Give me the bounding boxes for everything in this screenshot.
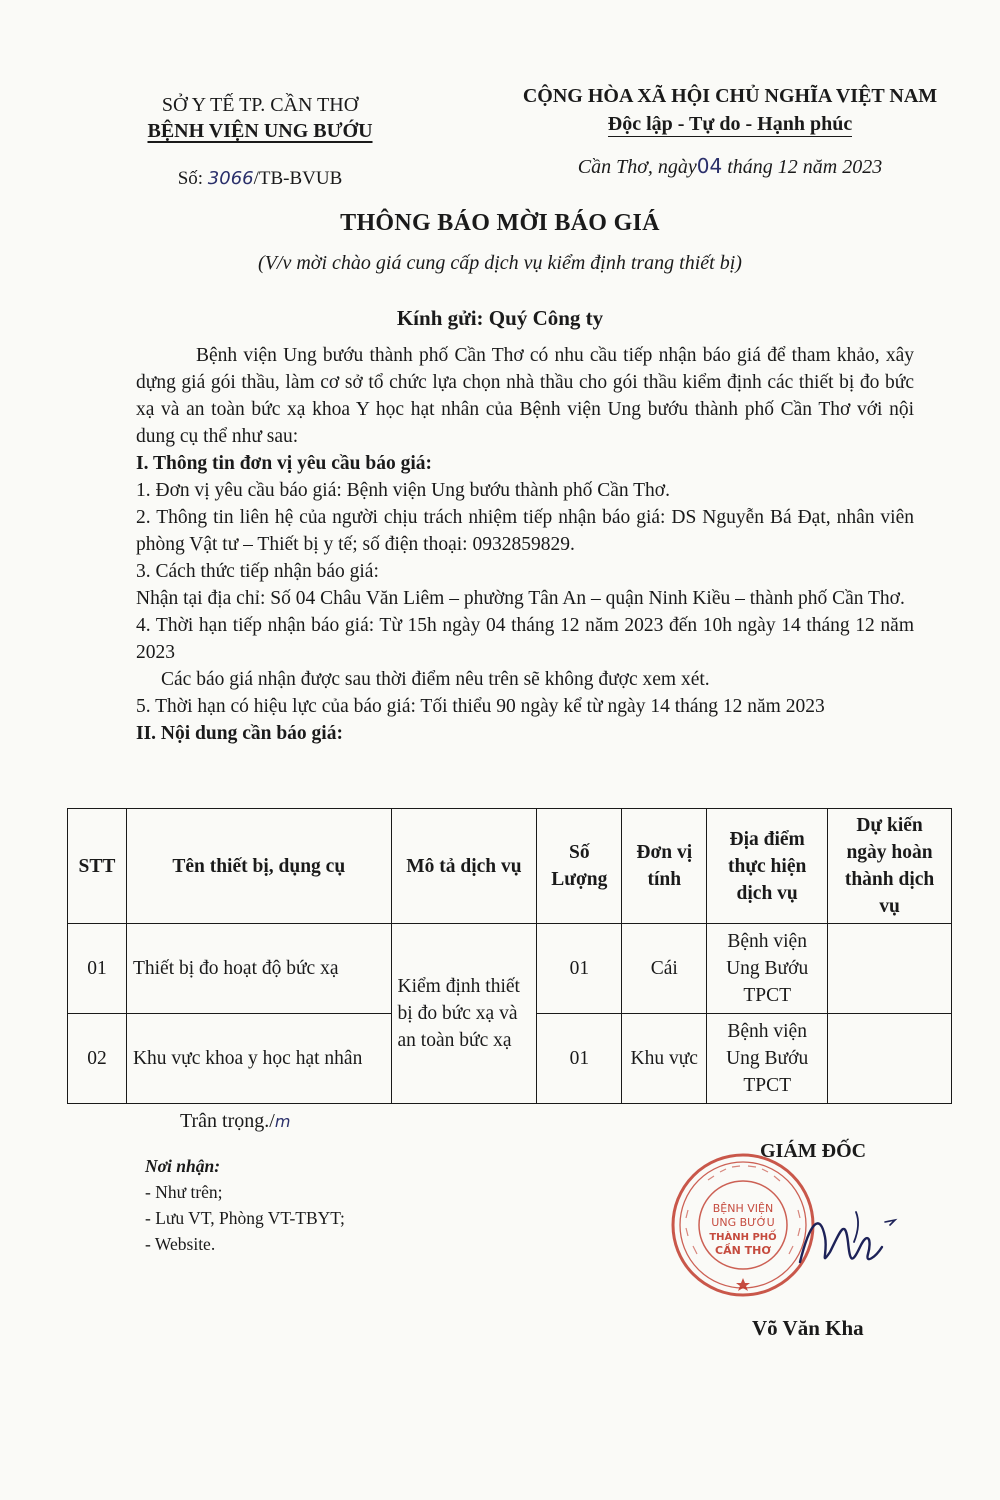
table-row: [68, 924, 952, 1014]
col-stt: STT: [68, 809, 127, 924]
org-name: [110, 118, 410, 144]
section2-heading: II. Nội dung cần báo giá:: [136, 723, 343, 744]
stamp-line-3: THÀNH PHỐ: [709, 1232, 777, 1243]
date-suffix: tháng 12 năm 2023: [727, 156, 883, 178]
cell-desc-shared: Kiểm định thiết bị đo bức xạ và an toàn bức xạ: [391, 924, 537, 1104]
cell-stt: 02: [68, 1014, 127, 1104]
cell-place: Bệnh viện Ung Bướu TPCT: [707, 1014, 828, 1104]
intro-paragraph: Bệnh viện Ung bướu thành phố Cần Thơ có nhu cầu tiếp nhận báo giá để tham khảo, xây dựng giá gói thầu, làm cơ sở tổ chức lựa chọn nhà thầu cho gói thầu kiểm định các thiết bị đo bức xạ và an toàn bức xạ khoa Y học hạt nhân của Bệnh viện Ung bướu thành phố Cần Thơ với nội dung cụ thể như sau:: [136, 345, 914, 447]
col-place: Địa điểm thực hiện dịch vụ: [707, 809, 828, 924]
signer-name: Võ Văn Kha: [752, 1316, 864, 1340]
recipients-label: Nơi nhận:: [145, 1156, 221, 1176]
doc-number: [110, 166, 410, 192]
cell-due: [828, 924, 952, 1014]
doc-number-prefix: Số:: [177, 168, 204, 189]
salutation: Kính gửi: Quý Công ty: [396, 306, 604, 330]
motto: [505, 110, 955, 138]
cell-place: Bệnh viện Ung Bướu TPCT: [707, 924, 828, 1014]
cell-qty: 01: [537, 924, 622, 1014]
header-left: [110, 92, 410, 192]
header-right: [505, 82, 955, 181]
date-day-handwritten: 04: [696, 154, 723, 178]
section1-heading: I. Thông tin đơn vị yêu cầu báo giá:: [136, 453, 432, 474]
stamp-line-4: CẦN THƠ: [715, 1244, 771, 1257]
date-prefix: Cần Thơ, ngày: [577, 156, 697, 178]
recipient-item: - Như trên;: [145, 1182, 223, 1202]
recipient-item: - Website.: [145, 1234, 216, 1254]
cell-unit: Khu vực: [622, 1014, 707, 1104]
motto-text: Độc lập - Tự do - Hạnh phúc: [607, 113, 853, 135]
cell-due: [828, 1014, 952, 1104]
org-name-text: BỆNH VIỆN UNG BƯỚU: [147, 120, 373, 142]
stamp-line-2: UNG BƯỚU: [711, 1216, 775, 1229]
section1-item1: 1. Đơn vị yêu cầu báo giá: Bệnh viện Ung bướu thành phố Cần Thơ.: [136, 480, 670, 501]
col-qty: Số Lượng: [537, 809, 622, 924]
document-body: [136, 342, 914, 747]
closing-text: Trân trọng./: [180, 1110, 275, 1132]
signer-title: GIÁM ĐỐC: [760, 1140, 867, 1162]
stamp-star-icon: [736, 1278, 750, 1291]
nation-title: CỘNG HÒA XÃ HỘI CHỦ NGHĨA VIỆT NAM: [522, 85, 938, 107]
col-due: Dự kiến ngày hoàn thành dịch vụ: [828, 809, 952, 924]
issue-date: [505, 152, 955, 181]
recipients: [145, 1153, 345, 1257]
quote-table: [67, 808, 952, 1104]
cell-stt: 01: [68, 924, 127, 1014]
stamp-line-1: BỆNH VIỆN: [712, 1202, 774, 1215]
section1-item5: 5. Thời hạn có hiệu lực của báo giá: Tối thiểu 90 ngày kể từ ngày 14 tháng 12 năm 2023: [136, 696, 825, 717]
recipient-item: - Lưu VT, Phòng VT-TBYT;: [145, 1208, 345, 1228]
doc-number-handwritten: 3066: [207, 168, 254, 189]
doc-number-suffix: /TB-BVUB: [253, 168, 343, 189]
cell-name: Thiết bị đo hoạt độ bức xạ: [126, 924, 391, 1014]
org-parent: SỞ Y TẾ TP. CẦN THƠ: [161, 94, 359, 116]
cell-name: Khu vực khoa y học hạt nhân: [126, 1014, 391, 1104]
document-title: THÔNG BÁO MỜI BÁO GIÁ: [340, 210, 660, 236]
section1-item3-title: 3. Cách thức tiếp nhận báo giá:: [136, 561, 379, 582]
closing-initials: m: [274, 1112, 291, 1131]
col-unit: Đơn vị tính: [622, 809, 707, 924]
closing: [180, 1110, 290, 1133]
table-header-row: [68, 809, 952, 924]
section1-item3-detail: Nhận tại địa chỉ: Số 04 Châu Văn Liêm – phường Tân An – quận Ninh Kiều – thành phố Cần Thơ.: [136, 588, 905, 609]
section1-item4: 4. Thời hạn tiếp nhận báo giá: Từ 15h ngày 04 tháng 12 năm 2023 đến 10h ngày 14 tháng 12 năm 2023: [136, 615, 914, 663]
section1-item4-note: Các báo giá nhận được sau thời điểm nêu trên sẽ không được xem xét.: [161, 669, 710, 690]
col-desc: Mô tả dịch vụ: [391, 809, 537, 924]
cell-unit: Cái: [622, 924, 707, 1014]
handwritten-signature: [790, 1192, 900, 1282]
cell-qty: 01: [537, 1014, 622, 1104]
col-name: Tên thiết bị, dụng cụ: [126, 809, 391, 924]
document-subtitle: (V/v mời chào giá cung cấp dịch vụ kiểm định trang thiết bị): [258, 252, 742, 274]
section1-item2: 2. Thông tin liên hệ của người chịu trách nhiệm tiếp nhận báo giá: DS Nguyễn Bá Đạt, nhân viên phòng Vật tư – Thiết bị y tế; số điện thoại: 0932859829.: [136, 507, 914, 555]
